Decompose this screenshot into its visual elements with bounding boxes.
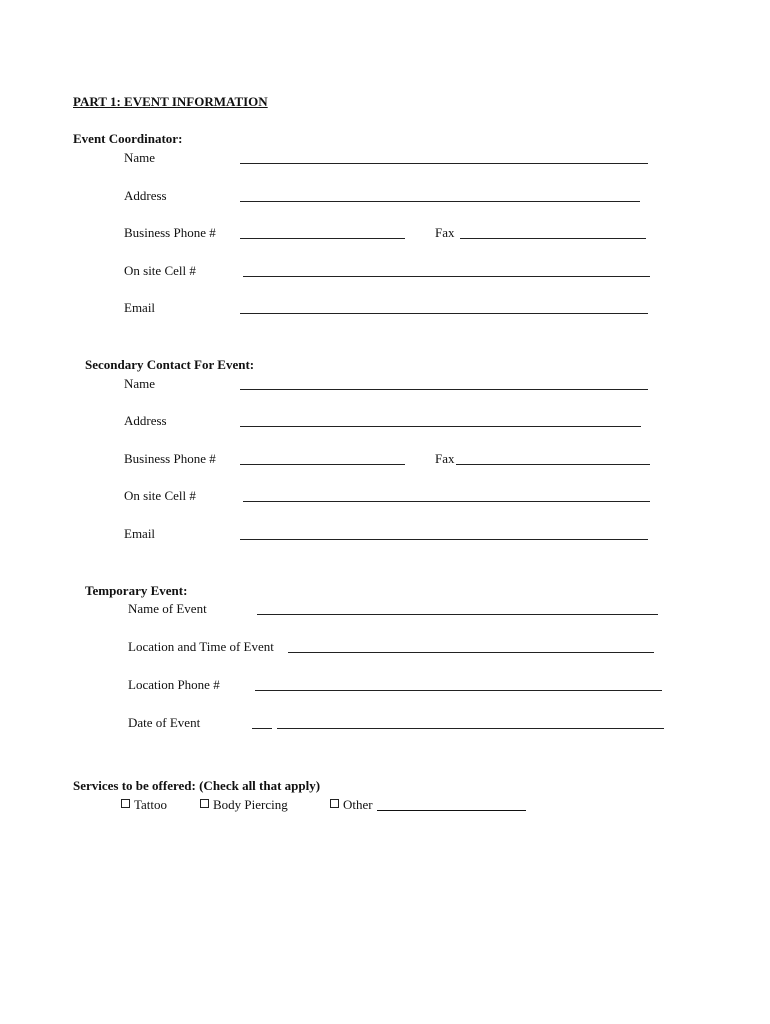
coordinator-fax-field[interactable]	[460, 238, 646, 239]
service-option-body-piercing[interactable]	[200, 797, 288, 813]
event-date-label: Date of Event	[128, 715, 201, 730]
coordinator-cell-field[interactable]	[243, 276, 650, 277]
service-option-other[interactable]	[330, 797, 373, 813]
checkbox-icon[interactable]	[330, 799, 339, 808]
coordinator-business-phone-field[interactable]	[240, 238, 405, 239]
secondary-cell-field[interactable]	[243, 501, 650, 502]
secondary-email-label: Email	[124, 526, 156, 541]
checkbox-icon[interactable]	[121, 799, 130, 808]
event-coordinator-heading: Event Coordinator:	[73, 131, 183, 146]
event-location-time-label: Location and Time of Event	[128, 639, 274, 654]
event-date-field[interactable]	[277, 728, 664, 729]
coordinator-email-label: Email	[124, 300, 156, 315]
secondary-name-label: Name	[124, 376, 156, 391]
checkbox-icon[interactable]	[200, 799, 209, 808]
secondary-fax-label: Fax	[435, 451, 455, 466]
coordinator-address-field[interactable]	[240, 201, 640, 202]
event-name-field[interactable]	[257, 614, 658, 615]
temporary-event-heading: Temporary Event:	[85, 583, 188, 598]
secondary-address-label: Address	[124, 413, 167, 428]
secondary-business-phone-label: Business Phone #	[124, 451, 216, 466]
coordinator-address-label: Address	[124, 188, 167, 203]
coordinator-cell-label: On site Cell #	[124, 263, 196, 278]
secondary-cell-label: On site Cell #	[124, 488, 196, 503]
service-option-label: Other	[343, 797, 373, 812]
coordinator-email-field[interactable]	[240, 313, 648, 314]
secondary-address-field[interactable]	[240, 426, 641, 427]
event-location-phone-label: Location Phone #	[128, 677, 220, 692]
part-title: PART 1: EVENT INFORMATION	[73, 94, 268, 109]
secondary-business-phone-field[interactable]	[240, 464, 405, 465]
coordinator-name-label: Name	[124, 150, 156, 165]
coordinator-name-field[interactable]	[240, 163, 648, 164]
event-location-time-field[interactable]	[288, 652, 654, 653]
event-location-phone-field[interactable]	[255, 690, 662, 691]
service-option-tattoo[interactable]	[121, 797, 167, 813]
secondary-contact-heading: Secondary Contact For Event:	[85, 357, 255, 372]
service-option-label: Tattoo	[134, 797, 168, 812]
secondary-fax-field[interactable]	[456, 464, 650, 465]
coordinator-business-phone-label: Business Phone #	[124, 225, 216, 240]
event-date-field-short[interactable]	[252, 728, 272, 729]
service-option-label: Body Piercing	[213, 797, 288, 812]
services-heading: Services to be offered: (Check all that apply)	[73, 778, 321, 793]
secondary-name-field[interactable]	[240, 389, 648, 390]
secondary-email-field[interactable]	[240, 539, 648, 540]
event-name-label: Name of Event	[128, 601, 207, 616]
service-other-field[interactable]	[377, 810, 526, 811]
coordinator-fax-label: Fax	[435, 225, 455, 240]
